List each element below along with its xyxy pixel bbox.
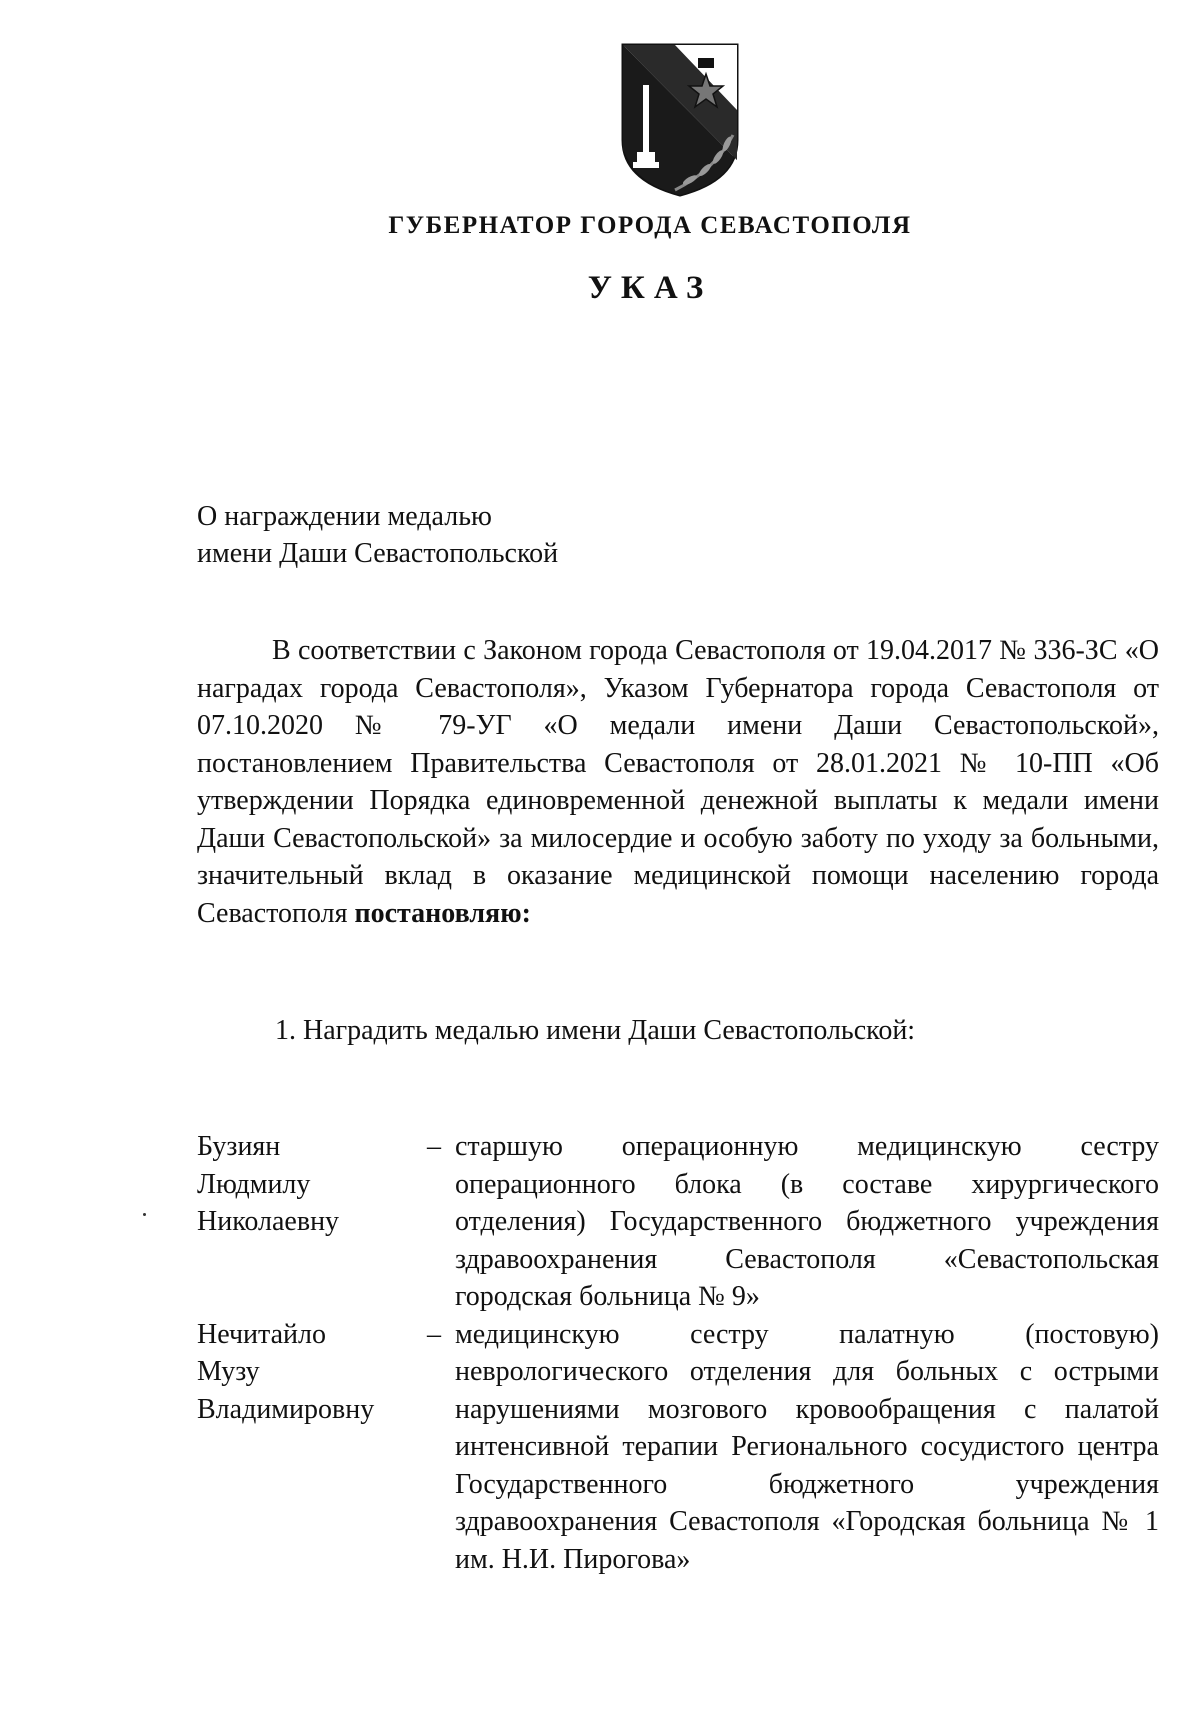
document-type: УКАЗ — [587, 270, 713, 306]
awardee-dash: – — [427, 1131, 441, 1162]
issuing-authority: ГУБЕРНАТОР ГОРОДА СЕВАСТОПОЛЯ — [388, 212, 912, 239]
preamble-text: В соответствии с Законом города Севастополя от 19.04.2017 № 336-ЗС «О наградах города Севастополя», Указом Губернатора города Севастополя от 07.10.2020 № 79-УГ «О медали имени Даши Севастопольской», постановлением Правительства Севастополя от 28.01.2021 № 10-ПП «Об утверждении Порядка единовременной денежной выплаты к медали имени Даши Севастопольской» за милосердие и особую заботу по уходу за больными, значительный вклад в оказание медицинской помощи населению города Севастополя — [197, 635, 1159, 929]
subject-line: имени Даши Севастопольской — [197, 538, 559, 569]
preamble-paragraph — [197, 632, 1159, 932]
awardee-row — [197, 1316, 1159, 1579]
awardee-dash: – — [427, 1318, 441, 1350]
awardee-name — [197, 1316, 427, 1579]
awardee-surname: Бузиян — [197, 1131, 281, 1162]
awardee-row — [197, 1128, 1159, 1316]
awardee-given-name: Музу — [197, 1356, 260, 1387]
awardee-description: старшую операционную медицинскую сестру операционного блока (в составе хирургического отделения) Государственного бюджетного учреждения здравоохранения Севастополя «Севастопольская городская больница № 9» — [455, 1131, 1159, 1312]
document-subject — [197, 498, 558, 572]
awardee-patronymic: Владимировну — [197, 1393, 375, 1425]
sevastopol-coat-of-arms-icon — [615, 40, 745, 200]
decree-item-1: 1. Наградить медалью имени Даши Севастопольской: — [275, 1015, 916, 1046]
subject-line: О награждении медалью — [197, 501, 492, 532]
awardee-description: медицинскую сестру палатную (постовую) неврологического отделения для больных с острыми нарушениями мозгового кровообращения с палатой интенсивной терапии Регионального сосудистого центра Государственного бюджетного учреждения здравоохранения Севастополя «Городская больница № 1 им. Н.И. Пирогова» — [455, 1318, 1159, 1575]
awardee-surname: Нечитайло — [197, 1318, 326, 1350]
preamble-emphasis: постановляю: — [354, 897, 531, 929]
awardee-patronymic: Николаевну — [197, 1206, 340, 1237]
awardee-given-name: Людмилу — [197, 1168, 311, 1200]
coat-of-arms-emblem — [615, 40, 745, 200]
awardee-name — [197, 1128, 427, 1316]
scan-speck — [143, 1213, 146, 1216]
awardee-list — [197, 1128, 1159, 1578]
